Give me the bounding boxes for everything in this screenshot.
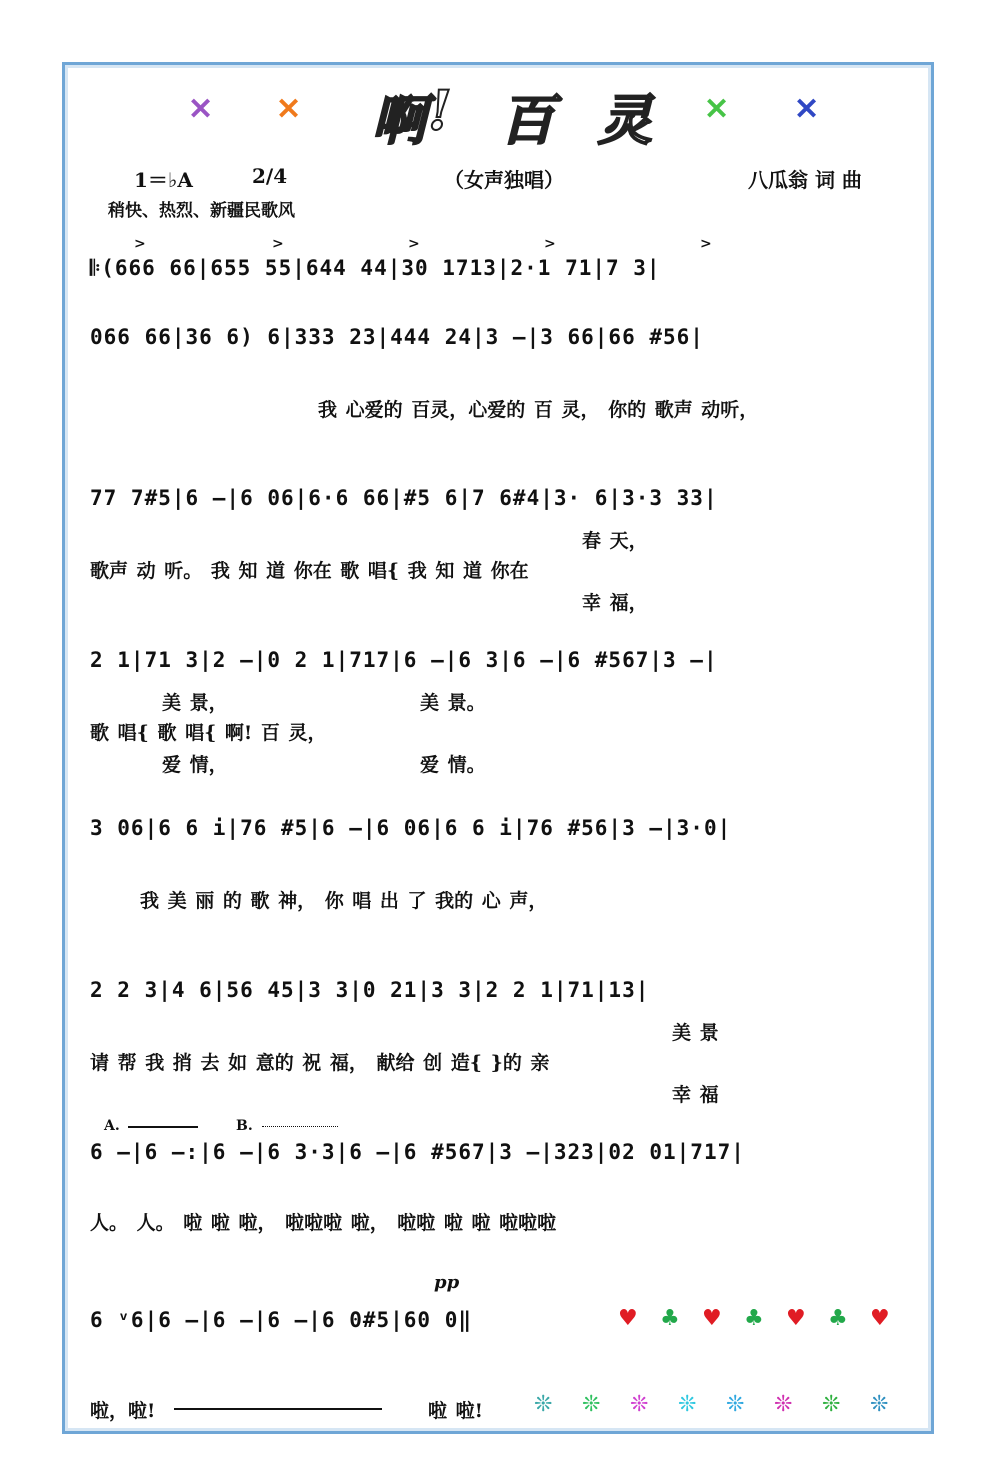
notation-line-5: 3 06|6 6 i|76 #5|6 —|6 06|6 6 i|76 #56|3 —|3·0| — [90, 816, 732, 840]
notation-line-7: 6 —|6 —:|6 —|6 3·3|6 —|6 #567|3 —|323|02 01|717| — [90, 1140, 745, 1164]
dynamic-marking: pp — [434, 1272, 460, 1293]
notation-line-2: 066 66|36 6) 6|333 23|444 24|3 —|3 66|66 #56| — [90, 325, 704, 349]
lyric-line-6-upper: 美 景 — [672, 1022, 719, 1044]
wing-icon-3: ✕ — [704, 92, 730, 127]
time-signature: 2/4 — [252, 164, 288, 188]
snowflake-icon: ❊ — [678, 1392, 697, 1417]
snowflake-icon: ❊ — [774, 1392, 793, 1417]
club-icon: ♣ — [660, 1306, 680, 1331]
subtitle: （女声独唱） — [444, 168, 564, 192]
wing-icon-4: ✕ — [794, 92, 820, 127]
lyric-line-4-lower-b: 爱 情。 — [420, 754, 486, 776]
volta-a: A. — [104, 1118, 120, 1134]
notation-line-1: 𝄆(666 66|655 55|644 44|30 1713|2·1 71|7 3| — [90, 256, 661, 280]
wing-icon-2: ✕ — [276, 92, 302, 127]
key-signature: 1＝♭A — [134, 168, 193, 192]
heart-icon: ♥ — [870, 1306, 890, 1331]
lyric-line-4: 歌 唱{ 歌 唱{ 啊! 百 灵， — [90, 722, 327, 744]
lyric-line-6-lower: 幸 福 — [672, 1084, 719, 1106]
lyric-line-2: 我 心爱的 百灵，心爱的 百 灵， 你的 歌声 动听， — [318, 399, 759, 421]
lyric-line-7: 人。 人。 啦 啦 啦， 啦啦啦 啦， 啦啦 啦 啦 啦啦啦 — [90, 1212, 557, 1234]
snowflake-icon: ❊ — [870, 1392, 889, 1417]
lyric-line-3-upper: 春 天， — [582, 530, 648, 552]
heart-icon: ♥ — [786, 1306, 806, 1331]
volta-b: B. — [236, 1118, 253, 1134]
title-char-4: 灵 — [598, 88, 654, 152]
notation-line-4: 2 1|71 3|2 —|0 2 1|717|6 —|6 3|6 —|6 #567|3 —| — [90, 648, 718, 672]
snowflake-icon: ❊ — [630, 1392, 649, 1417]
lyric-line-6: 请 帮 我 捎 去 如 意的 祝 福， 献给 创 造{ }的 亲 — [90, 1052, 550, 1074]
notation-line-6: 2 2 3|4 6|56 45|3 3|0 21|3 3|2 2 1|71|13| — [90, 978, 650, 1002]
title-char-3: 百 — [500, 88, 556, 152]
volta-b-bracket — [262, 1126, 338, 1129]
accent-mark: > — [544, 236, 556, 252]
lyric-line-5: 我 美 丽 的 歌 神， 你 唱 出 了 我的 心 声， — [140, 890, 548, 912]
title-char-1: 啊 — [372, 88, 428, 152]
club-icon: ♣ — [828, 1306, 848, 1331]
title-char-2: ! — [428, 78, 454, 142]
snowflake-icon: ❊ — [534, 1392, 553, 1417]
notation-line-3: 77 7#5|6 —|6 06|6·6 66|#5 6|7 6#4|3· 6|3·3 33| — [90, 486, 718, 510]
lyric-line-4-upper-a: 美 景， — [162, 692, 228, 714]
lyric-line-4-upper-b: 美 景。 — [420, 692, 486, 714]
volta-a-bracket — [128, 1126, 198, 1128]
accent-mark: > — [700, 236, 712, 252]
heart-icon: ♥ — [702, 1306, 722, 1331]
accent-marks: > — [134, 236, 146, 252]
snowflake-icon: ❊ — [822, 1392, 841, 1417]
credit: 八瓜翁 词 曲 — [748, 168, 862, 192]
lyric-line-3: 歌声 动 听。 我 知 道 你在 歌 唱{ 我 知 道 你在 — [90, 560, 529, 582]
club-icon: ♣ — [744, 1306, 764, 1331]
accent-mark: > — [408, 236, 420, 252]
snowflake-icon: ❊ — [582, 1392, 601, 1417]
wing-icon-1: ✕ — [188, 92, 214, 127]
lyric-line-3-lower: 幸 福， — [582, 592, 648, 614]
lyric-line-4-lower-a: 爱 情， — [162, 754, 228, 776]
accent-mark: > — [272, 236, 284, 252]
snowflake-icon: ❊ — [726, 1392, 745, 1417]
lyric-line-8: 啦，啦! — [90, 1400, 156, 1422]
extension-line — [174, 1408, 382, 1410]
heart-icon: ♥ — [618, 1306, 638, 1331]
tempo-marking: 稍快、热烈、新疆民歌风 — [108, 201, 295, 221]
lyric-line-8-end: 啦 啦! — [428, 1400, 483, 1422]
notation-line-8: 6 ᵛ6|6 —|6 —|6 —|6 0#5|60 0‖ — [90, 1308, 473, 1332]
